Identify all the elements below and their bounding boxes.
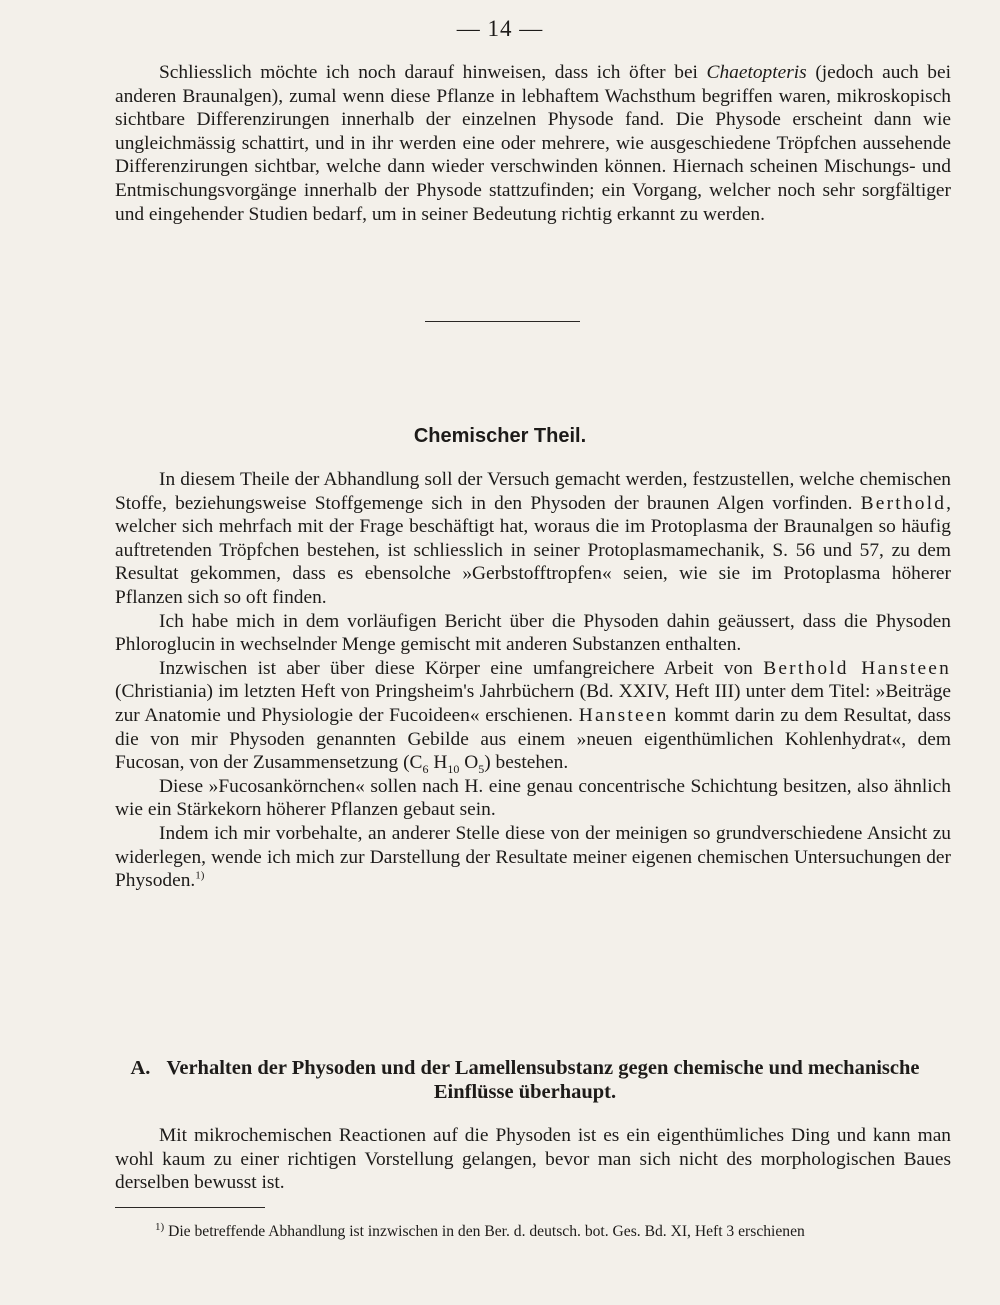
formula-element: O <box>459 752 479 774</box>
page-number: — 14 — <box>456 16 544 41</box>
section-a-body <box>115 1124 951 1195</box>
footnote <box>155 1222 945 1242</box>
chem-paragraph-5 <box>115 822 951 893</box>
chem-paragraph-4: Diese »Fucosankörnchen« sollen nach H. eine genau concentrische Schichtung besitzen, also ähnlich wie ein Stärkekorn höherer Pflanzen gebaut sein. <box>115 775 951 821</box>
formula-subscript: 6 <box>422 762 429 776</box>
footnote-reference[interactable]: 1) <box>195 869 205 882</box>
text-run: In diesem Theile der Abhandlung soll der Versuch gemacht werden, festzustellen, welche chemischen Stoffe, beziehungsweise Stoffgemenge sich in den Physoden der braunen Algen vorfinden. <box>115 469 951 514</box>
chem-paragraph-3 <box>115 657 951 775</box>
author-name: Hansteen <box>578 704 669 726</box>
text-run: Schliesslich möchte ich noch darauf hinweisen, dass ich öfter bei <box>159 62 707 83</box>
footnote-mark: 1) <box>155 1220 165 1233</box>
intro-section <box>115 61 951 226</box>
section-a-paragraph: Mit mikrochemischen Reactionen auf die Physoden ist es ein eigenthümliches Ding und kann man wohl kaum zu einer richtigen Vorstellung gelangen, bevor man sich nicht des morphologischen Baues derselben bewusst ist. <box>115 1125 951 1194</box>
formula-subscript: 10 <box>447 762 460 776</box>
text-run: (Christiania) im letzten Heft von Pringsheim's Jahrbüchern (Bd. XXIV, Heft III) unter dem Titel: »Beiträge zur Anatomie und Physiologie der Fucoideen« erschienen. <box>115 681 951 726</box>
section-divider <box>425 321 580 322</box>
author-name: Berthold Hansteen <box>763 657 951 679</box>
text-run: ) bestehen. <box>484 752 569 774</box>
author-name: Berthold <box>860 492 947 514</box>
text-run: Inzwischen ist aber über diese Körper eine umfangreichere Arbeit von <box>159 657 764 679</box>
text-run: Indem ich mir vorbehalte, an anderer Stelle diese von der meinigen so grundverschiedene Ansicht zu widerlegen, wende ich mich zur Darstellung der Resultate meiner eigenen chemischen Untersuchungen der Physoden. <box>115 822 951 892</box>
section-letter: A. <box>130 1057 151 1079</box>
footnote-text: Die betreffende Abhandlung ist inzwischen in den Ber. d. deutsch. bot. Ges. Bd. XI, Heft 3 erschienen <box>164 1223 805 1240</box>
intro-paragraph <box>115 61 951 226</box>
text-run: (jedoch auch bei anderen Braunalgen), zumal wenn diese Pflanze in lebhaftem Wachsthum begriffen waren, mikroskopisch sichtbare Differenzirungen innerhalb der einzelnen Physode fand. Die Physode erscheint dann wie ungleichmässig schattirt, und in ihr werden eine oder mehrere, wie ausgeschiedene Tröpfchen aussehende Differenzirungen sichtbar, welche dann wieder verschwinden können. Hiernach scheinen Mischungs- und Entmischungsvorgänge innerhalb der Physode stattzufinden; ein Vorgang, welcher noch sehr sorgfältiger und eingehender Studien bedarf, um in seiner Bedeutung richtig erkannt zu werden. <box>115 62 951 225</box>
chemical-part-heading: Chemischer Theil. <box>413 425 587 447</box>
chem-paragraph-2: Ich habe mich in dem vorläufigen Bericht über die Physoden dahin geäussert, dass die Physoden Phloroglucin in wechselnder Menge gemischt mit anderen Substanzen enthalten. <box>115 610 951 656</box>
chemical-section <box>115 468 951 893</box>
section-title: Verhalten der Physoden und der Lamellensubstanz gegen chemische und mechanische Einflüsse überhaupt. <box>166 1057 920 1103</box>
text-run: , welcher sich mehrfach mit der Frage beschäftigt hat, woraus die im Protoplasma der Braunalgen so häufig auftretenden Tröpfchen bestehen, ist schliesslich in seiner Protoplasmamechanik, S. 56 und 57, zu dem Resultat gekommen, dass es ebensolche »Gerbstofftropfen« seien, wie sie im Protoplasma höherer Pflanzen sich so oft finden. <box>115 492 951 608</box>
text-run: kommt darin zu dem Resultat, dass die von mir Physoden genannten Gebilde aus einem »neuen eigenthümlichen Kohlenhydrat«, dem Fucosan, von der Zusammensetzung (C <box>115 704 951 774</box>
footnote-divider <box>115 1207 265 1208</box>
formula-subscript: 5 <box>478 762 485 776</box>
genus-name: Chaetopteris <box>706 62 807 83</box>
formula-element: H <box>428 752 448 774</box>
chem-paragraph-1 <box>115 468 951 610</box>
section-a-heading <box>110 1056 940 1104</box>
